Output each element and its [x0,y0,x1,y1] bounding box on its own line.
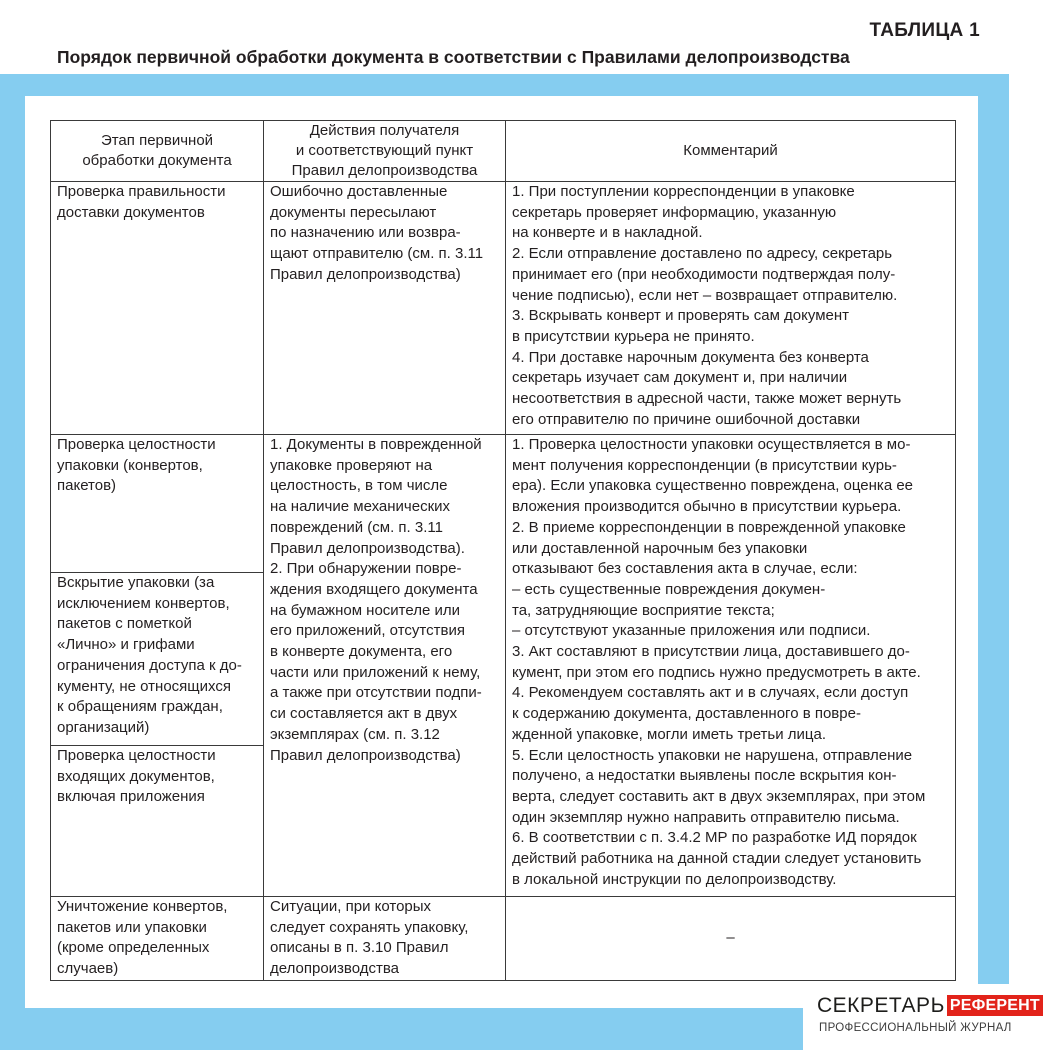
logo-brand-accent: РЕФЕРЕНТ [947,995,1043,1016]
action-cell: Ситуации, при которых следует сохранять упаковку, описаны в п. 3.10 Правил делопроизводства [264,897,506,981]
table-row [51,897,956,981]
column-header-comment: Комментарий [506,121,956,182]
table-row [51,182,956,435]
column-header-stage: Этап первичной обработки документа [51,121,264,182]
table-row [51,435,956,573]
action-cell: 1. Документы в поврежденной упаковке проверяют на целостность, в том числе на наличие механических повреждений (см. п. 3.11 Правил делопроизводства). 2. При обнаружении повре- ждения входящего документа на бумажном носителе или его приложений, отсутствия в конверте документа, его части или приложений к нему, а также при отсутствии подпи- си составляется акт в двух экземплярах (см. п. 3.12 Правил делопроизводства) [264,435,506,897]
logo-tagline: ПРОФЕССИОНАЛЬНЫЙ ЖУРНАЛ [819,1022,1012,1034]
logo-wordmark [817,994,1043,1018]
stage-cell: Проверка целостности входящих документов, включая приложения [51,746,264,897]
comment-cell: – [506,897,956,981]
stage-cell: Проверка правильности доставки документов [51,182,264,435]
procedure-table [50,120,956,981]
comment-cell: 1. При поступлении корреспонденции в упаковке секретарь проверяет информацию, указанную на конверте и в накладной. 2. Если отправление доставлено по адресу, секретарь принимает его (при необходимости подтверждая полу- чение подписью), если нет – возвращает отправителю. 3. Вскрывать конверт и проверять сам документ в присутствии курьера не принято. 4. При доставке нарочным документа без конверта секретарь изучает сам документ и, при наличии несоответствия в адресной части, также может вернуть его отправителю по причине ошибочной доставки [506,182,956,435]
stage-cell: Проверка целостности упаковки (конвертов, пакетов) [51,435,264,573]
column-header-action: Действия получателя и соответствующий пункт Правил делопроизводства [264,121,506,182]
table-header-row [51,121,956,182]
logo-brand-main: СЕКРЕТАРЬ [817,994,945,1017]
publisher-logo [803,984,1040,1050]
page-title: Порядок первичной обработки документа в соответствии с Правилами делопроизводства [57,47,850,67]
comment-cell: 1. Проверка целостности упаковки осуществляется в мо- мент получения корреспонденции (в присутствии курь- ера). Если упаковка существенно повреждена, оценка ее вложения производится обычно в присутствии курьера. 2. В приеме корреспонденции в поврежденной упаковке или доставленной нарочным без упаковки отказывают без составления акта в случае, если: – есть существенные повреждения докумен- та, затрудняющие восприятие текста; – отсутствуют указанные приложения или подписи. 3. Акт составляют в присутствии лица, доставившего до- кумент, при этом его подпись нужно предусмотреть в акте. 4. Рекомендуем составлять акт и в случаях, если доступ к содержанию документа, доставленного в повре- жденной упаковке, могли иметь третьи лица. 5. Если целостность упаковки не нарушена, отправление получено, а недостатки выявлены после вскрытия кон- верта, следует составить акт в двух экземплярах, при этом один экземпляр нужно направить отправителю письма. 6. В соответствии с п. 3.4.2 МР по разработке ИД порядок действий работника на данной стадии следует установить в локальной инструкции по делопроизводству. [506,435,956,897]
action-cell: Ошибочно доставленные документы пересылают по назначению или возвра- щают отправителю (см. п. 3.11 Правил делопроизводства) [264,182,506,435]
table-number-label: ТАБЛИЦА 1 [869,20,980,41]
stage-cell: Вскрытие упаковки (за исключением конвертов, пакетов с пометкой «Лично» и грифами ограничения доступа к до- кументу, не относящихся к обращениям граждан, организаций) [51,573,264,746]
stage-cell: Уничтожение конвертов, пакетов или упаковки (кроме определенных случаев) [51,897,264,981]
